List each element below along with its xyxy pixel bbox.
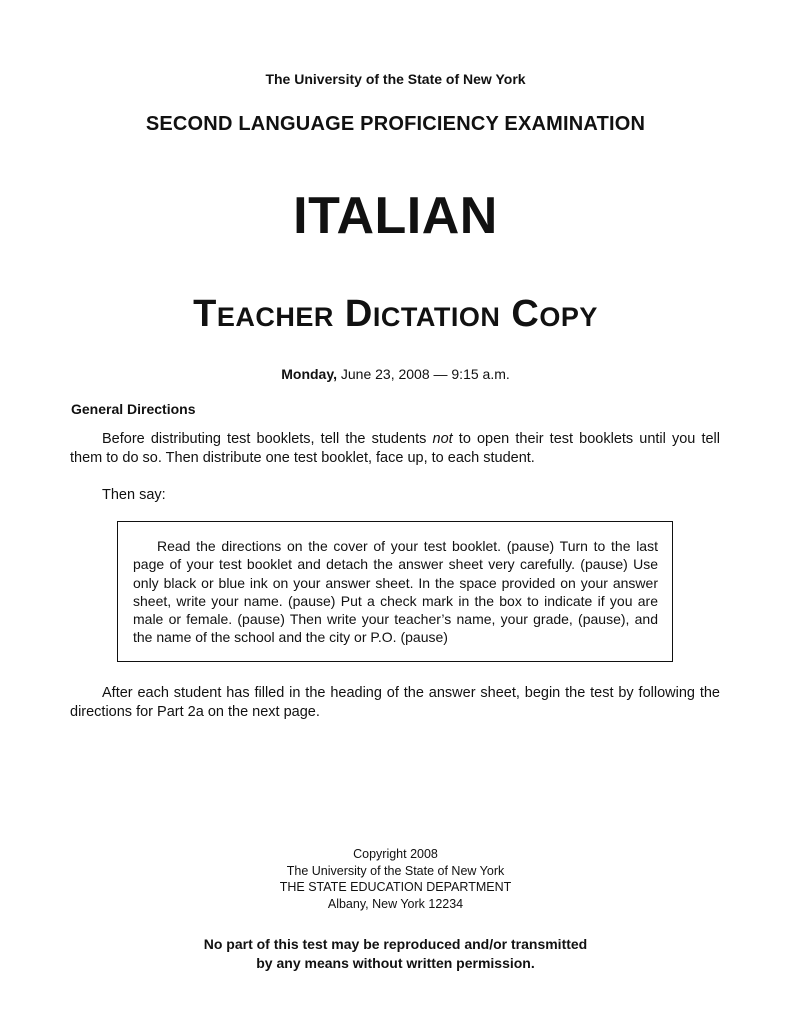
directions-text-start: Before distributing test booklets, tell the students bbox=[102, 431, 433, 447]
dictation-box bbox=[117, 521, 673, 662]
copyright-university: The University of the State of New York bbox=[286, 863, 505, 878]
exam-date bbox=[0, 366, 791, 382]
warning-line-2: by any means without written permission. bbox=[256, 955, 535, 971]
exam-title: SECOND LANGUAGE PROFICIENCY EXAMINATION bbox=[145, 113, 646, 135]
university-name: The University of the State of New York bbox=[265, 71, 526, 87]
document-title: Teacher Dictation Copy bbox=[193, 293, 598, 335]
after-heading-paragraph: After each student has filled in the heading of the answer sheet, begin the test by following the directions for Part 2a on the next page. bbox=[70, 685, 720, 720]
copyright-block bbox=[0, 846, 791, 912]
language-title: ITALIAN bbox=[293, 187, 498, 245]
warning-line-1: No part of this test may be reproduced and/or transmitted bbox=[203, 936, 588, 952]
reproduction-warning bbox=[0, 935, 791, 973]
directions-paragraph bbox=[70, 430, 720, 468]
exam-date-time: June 23, 2008 — 9:15 a.m. bbox=[340, 366, 510, 382]
directions-emphasis: not bbox=[432, 431, 453, 447]
general-directions-heading: General Directions bbox=[71, 401, 196, 417]
dictation-text: Read the directions on the cover of your test booklet. (pause) Turn to the last page of your test booklet and detach the answer sheet very carefully. (pause) Use only black or blue ink on your answer sheet. In the space provided on your answer sheet, write your name. (pause) Put a check mark in the box to indicate if you are male or female. (pause) Then write your teacher’s name, your grade, (pause), and the name of the school and the city or P.O. (pause) bbox=[133, 538, 658, 646]
then-say: Then say: bbox=[102, 487, 166, 503]
exam-day: Monday, bbox=[281, 366, 337, 382]
copyright-address: Albany, New York 12234 bbox=[327, 896, 464, 911]
copyright-department: THE STATE EDUCATION DEPARTMENT bbox=[279, 880, 512, 894]
directions-text-end: to open their test booklets until you tell them to do so. Then distribute one test booklet, face up, to each student. bbox=[70, 431, 720, 466]
copyright-line: Copyright 2008 bbox=[353, 847, 438, 861]
